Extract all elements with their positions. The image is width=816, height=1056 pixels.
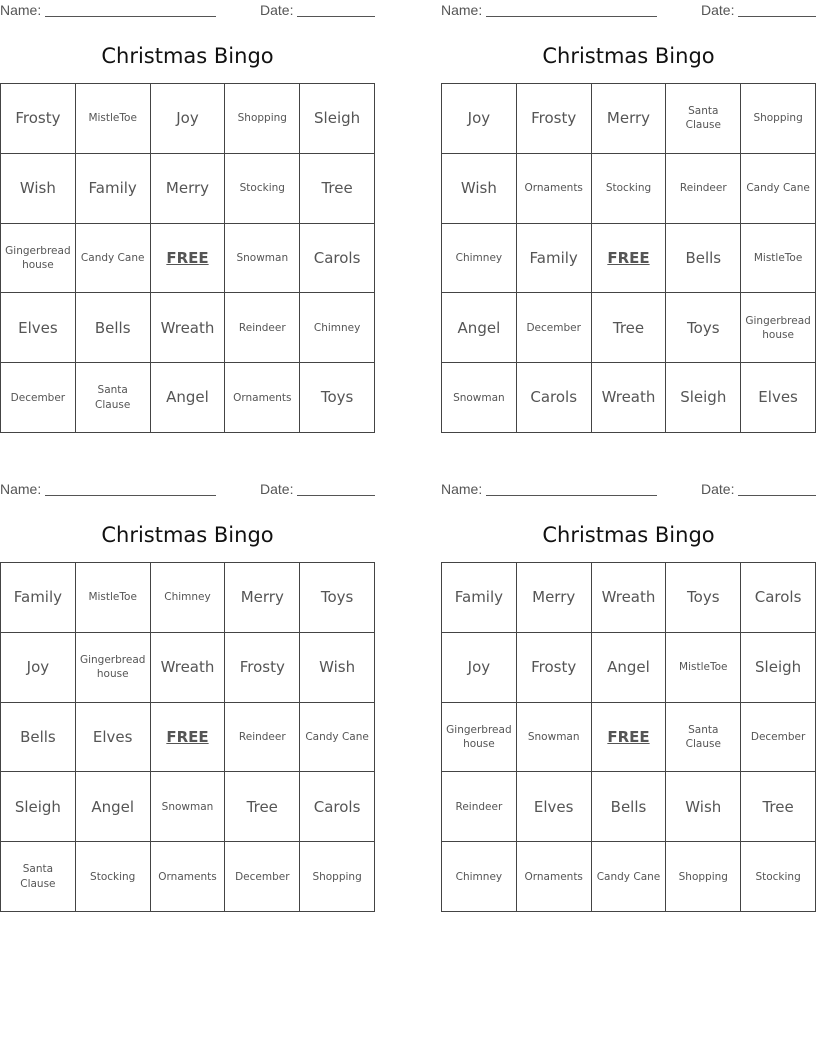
bingo-cell: Ornaments xyxy=(225,363,300,433)
card-title: Christmas Bingo xyxy=(101,44,274,68)
bingo-cell: Gingerbread house xyxy=(442,703,517,773)
name-label: Name: xyxy=(0,481,42,497)
bingo-cell: Wreath xyxy=(151,293,226,363)
name-line xyxy=(486,16,657,17)
bingo-cell: December xyxy=(1,363,76,433)
card-header xyxy=(0,479,375,499)
bingo-grid xyxy=(441,83,816,433)
date-label: Date: xyxy=(260,2,294,18)
bingo-cell: Sleigh xyxy=(1,772,76,842)
bingo-cell: Frosty xyxy=(517,84,592,154)
bingo-cell: Ornaments xyxy=(151,842,226,912)
bingo-cell: Shopping xyxy=(741,84,816,154)
bingo-cell: Toys xyxy=(300,563,375,633)
bingo-cell: Shopping xyxy=(225,84,300,154)
bingo-cell: Wish xyxy=(1,154,76,224)
bingo-cell: Angel xyxy=(76,772,151,842)
bingo-cell: Family xyxy=(442,563,517,633)
card-title: Christmas Bingo xyxy=(101,523,274,547)
bingo-cell: Santa Clause xyxy=(76,363,151,433)
bingo-cell: Angel xyxy=(442,293,517,363)
bingo-cell: Elves xyxy=(517,772,592,842)
card-header xyxy=(441,0,816,20)
bingo-cell: Toys xyxy=(666,293,741,363)
bingo-cell: Stocking xyxy=(225,154,300,224)
bingo-cell: Sleigh xyxy=(741,633,816,703)
card-title: Christmas Bingo xyxy=(542,44,715,68)
bingo-cell: Tree xyxy=(300,154,375,224)
date-line xyxy=(738,495,816,496)
name-label: Name: xyxy=(441,2,483,18)
bingo-cell: Elves xyxy=(76,703,151,773)
date-line xyxy=(297,16,375,17)
bingo-cell: MistleToe xyxy=(666,633,741,703)
bingo-cell: Sleigh xyxy=(666,363,741,433)
bingo-cell: Sleigh xyxy=(300,84,375,154)
bingo-cell: Carols xyxy=(741,563,816,633)
bingo-cell: Toys xyxy=(300,363,375,433)
bingo-cell: Reindeer xyxy=(442,772,517,842)
bingo-cell: Santa Clause xyxy=(1,842,76,912)
bingo-cell: Santa Clause xyxy=(666,703,741,773)
bingo-cell: Ornaments xyxy=(517,842,592,912)
free-space: FREE xyxy=(592,703,667,773)
bingo-cell: Family xyxy=(76,154,151,224)
bingo-grid xyxy=(0,562,375,912)
bingo-cell: Chimney xyxy=(442,842,517,912)
bingo-cell: Snowman xyxy=(225,224,300,294)
name-label: Name: xyxy=(441,481,483,497)
bingo-cell: Tree xyxy=(592,293,667,363)
bingo-cell: Gingerbread house xyxy=(76,633,151,703)
name-label: Name: xyxy=(0,2,42,18)
bingo-cell: Wreath xyxy=(592,563,667,633)
bingo-cell: Frosty xyxy=(225,633,300,703)
card-header xyxy=(441,479,816,499)
date-label: Date: xyxy=(701,481,735,497)
bingo-cell: Stocking xyxy=(592,154,667,224)
name-line xyxy=(45,16,216,17)
bingo-cell: Stocking xyxy=(76,842,151,912)
bingo-cell: Chimney xyxy=(151,563,226,633)
free-space: FREE xyxy=(592,224,667,294)
bingo-cell: Candy Cane xyxy=(592,842,667,912)
bingo-cell: Chimney xyxy=(300,293,375,363)
bingo-cell: Shopping xyxy=(300,842,375,912)
bingo-cell: Carols xyxy=(300,772,375,842)
name-line xyxy=(486,495,657,496)
bingo-cell: Angel xyxy=(151,363,226,433)
bingo-cell: Frosty xyxy=(1,84,76,154)
bingo-cell: Reindeer xyxy=(225,293,300,363)
card-header xyxy=(0,0,375,20)
bingo-cell: Elves xyxy=(1,293,76,363)
bingo-cell: Candy Cane xyxy=(300,703,375,773)
bingo-cell: Toys xyxy=(666,563,741,633)
bingo-grid xyxy=(441,562,816,912)
bingo-cell: MistleToe xyxy=(76,84,151,154)
bingo-cell: Reindeer xyxy=(225,703,300,773)
card-title: Christmas Bingo xyxy=(542,523,715,547)
bingo-cell: Carols xyxy=(300,224,375,294)
bingo-cell: Bells xyxy=(592,772,667,842)
bingo-cell: Shopping xyxy=(666,842,741,912)
free-space: FREE xyxy=(151,703,226,773)
bingo-cell: Snowman xyxy=(442,363,517,433)
bingo-cell: Ornaments xyxy=(517,154,592,224)
bingo-cell: Gingerbread house xyxy=(1,224,76,294)
date-label: Date: xyxy=(701,2,735,18)
bingo-cell: Frosty xyxy=(517,633,592,703)
date-label: Date: xyxy=(260,481,294,497)
date-line xyxy=(297,495,375,496)
bingo-cell: Tree xyxy=(741,772,816,842)
bingo-cell: Chimney xyxy=(442,224,517,294)
bingo-cell: Snowman xyxy=(151,772,226,842)
bingo-cell: December xyxy=(741,703,816,773)
bingo-cell: Merry xyxy=(517,563,592,633)
bingo-cell: Family xyxy=(1,563,76,633)
bingo-cell: Stocking xyxy=(741,842,816,912)
bingo-cell: Bells xyxy=(1,703,76,773)
name-line xyxy=(45,495,216,496)
free-space: FREE xyxy=(151,224,226,294)
date-line xyxy=(738,16,816,17)
bingo-cell: Joy xyxy=(442,633,517,703)
bingo-cell: Merry xyxy=(225,563,300,633)
bingo-cell: Angel xyxy=(592,633,667,703)
bingo-cell: Reindeer xyxy=(666,154,741,224)
bingo-cell: Wreath xyxy=(151,633,226,703)
bingo-cell: Joy xyxy=(1,633,76,703)
bingo-cell: Elves xyxy=(741,363,816,433)
bingo-cell: Joy xyxy=(442,84,517,154)
bingo-cell: MistleToe xyxy=(76,563,151,633)
bingo-cell: Gingerbread house xyxy=(741,293,816,363)
bingo-cell: MistleToe xyxy=(741,224,816,294)
bingo-cell: Candy Cane xyxy=(741,154,816,224)
bingo-cell: Bells xyxy=(666,224,741,294)
bingo-cell: Tree xyxy=(225,772,300,842)
bingo-cell: Merry xyxy=(151,154,226,224)
bingo-cell: Wreath xyxy=(592,363,667,433)
bingo-cell: Snowman xyxy=(517,703,592,773)
bingo-cell: Wish xyxy=(666,772,741,842)
bingo-cell: Santa Clause xyxy=(666,84,741,154)
bingo-cell: December xyxy=(225,842,300,912)
bingo-cell: Joy xyxy=(151,84,226,154)
bingo-cell: Wish xyxy=(300,633,375,703)
bingo-grid xyxy=(0,83,375,433)
bingo-cell: Carols xyxy=(517,363,592,433)
bingo-cell: December xyxy=(517,293,592,363)
bingo-cell: Merry xyxy=(592,84,667,154)
bingo-cell: Wish xyxy=(442,154,517,224)
bingo-cell: Bells xyxy=(76,293,151,363)
bingo-cell: Candy Cane xyxy=(76,224,151,294)
bingo-cell: Family xyxy=(517,224,592,294)
